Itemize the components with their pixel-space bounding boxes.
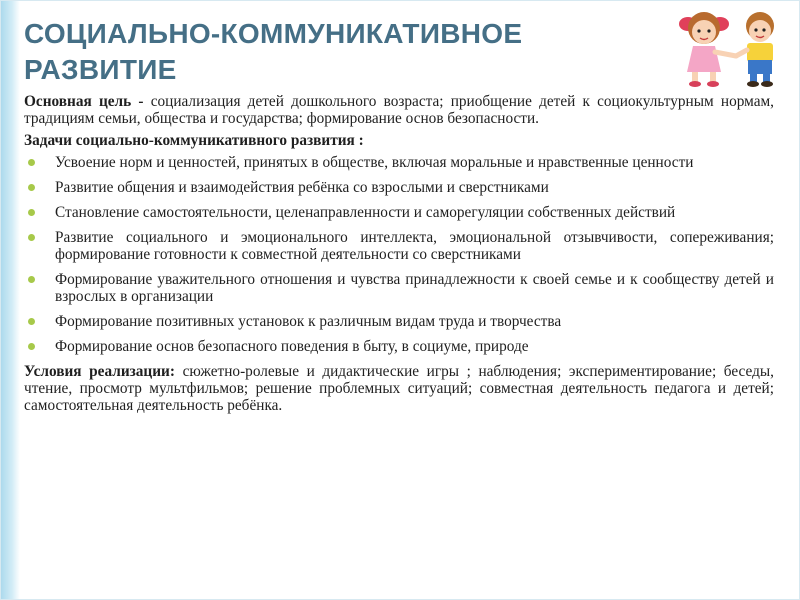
bullet-icon — [28, 276, 35, 283]
main-goal-label: Основная цель - — [24, 93, 144, 110]
conditions-text: сюжетно-ролевые и дидактические игры ; наблюдения; экспериментирование; беседы, чтение, просмотр мультфильмов; решение проблемных ситуаций; совместная деятельность педагога и детей; самостоятельная деятельность ребёнка. — [24, 363, 774, 414]
conditions-label: Условия реализации: — [24, 363, 175, 380]
task-text: Формирование уважительного отношения и чувства принадлежности к своей семье и к сообществу детей и взрослых в организации — [55, 271, 774, 305]
bullet-icon — [28, 184, 35, 191]
bullet-icon — [28, 234, 35, 241]
list-item — [24, 229, 774, 263]
bullet-icon — [28, 209, 35, 216]
list-item — [24, 154, 774, 171]
bullet-icon — [28, 318, 35, 325]
task-text: Усвоение норм и ценностей, принятых в обществе, включая моральные и нравственные ценности — [55, 154, 694, 171]
main-goal-text: социализация детей дошкольного возраста; приобщение детей к социокультурным нормам, традициям семьи, общества и государства; формирование основ безопасности. — [24, 93, 775, 127]
conditions-paragraph — [24, 363, 774, 414]
list-item — [24, 313, 774, 330]
task-text: Развитие общения и взаимодействия ребёнка со взрослыми и сверстниками — [55, 179, 549, 196]
bullet-icon — [28, 159, 35, 166]
list-item — [24, 204, 774, 221]
task-text: Развитие социального и эмоционального интеллекта, эмоциональной отзывчивости, сопереживания; формирование готовности к совместной деятельности со сверстниками — [55, 229, 774, 263]
task-text: Формирование основ безопасного поведения в быту, в социуме, природе — [55, 338, 529, 355]
list-item — [24, 338, 774, 355]
tasks-list — [24, 154, 774, 355]
children-clipart-icon — [664, 4, 794, 90]
tasks-heading: Задачи социально-коммуникативного развития : — [24, 132, 364, 149]
list-item — [24, 271, 774, 305]
list-item — [24, 179, 774, 196]
task-text: Формирование позитивных установок к различным видам труда и творчества — [55, 313, 562, 330]
slide-title: СОЦИАЛЬНО-КОММУНИКАТИВНОЕ РАЗВИТИЕ — [24, 18, 523, 85]
task-text: Становление самостоятельности, целенаправленности и саморегуляции собственных действий — [55, 204, 676, 221]
main-goal-paragraph — [24, 93, 774, 127]
slide-content — [24, 93, 774, 419]
bullet-icon — [28, 343, 35, 350]
left-decorative-stripe — [0, 0, 20, 600]
